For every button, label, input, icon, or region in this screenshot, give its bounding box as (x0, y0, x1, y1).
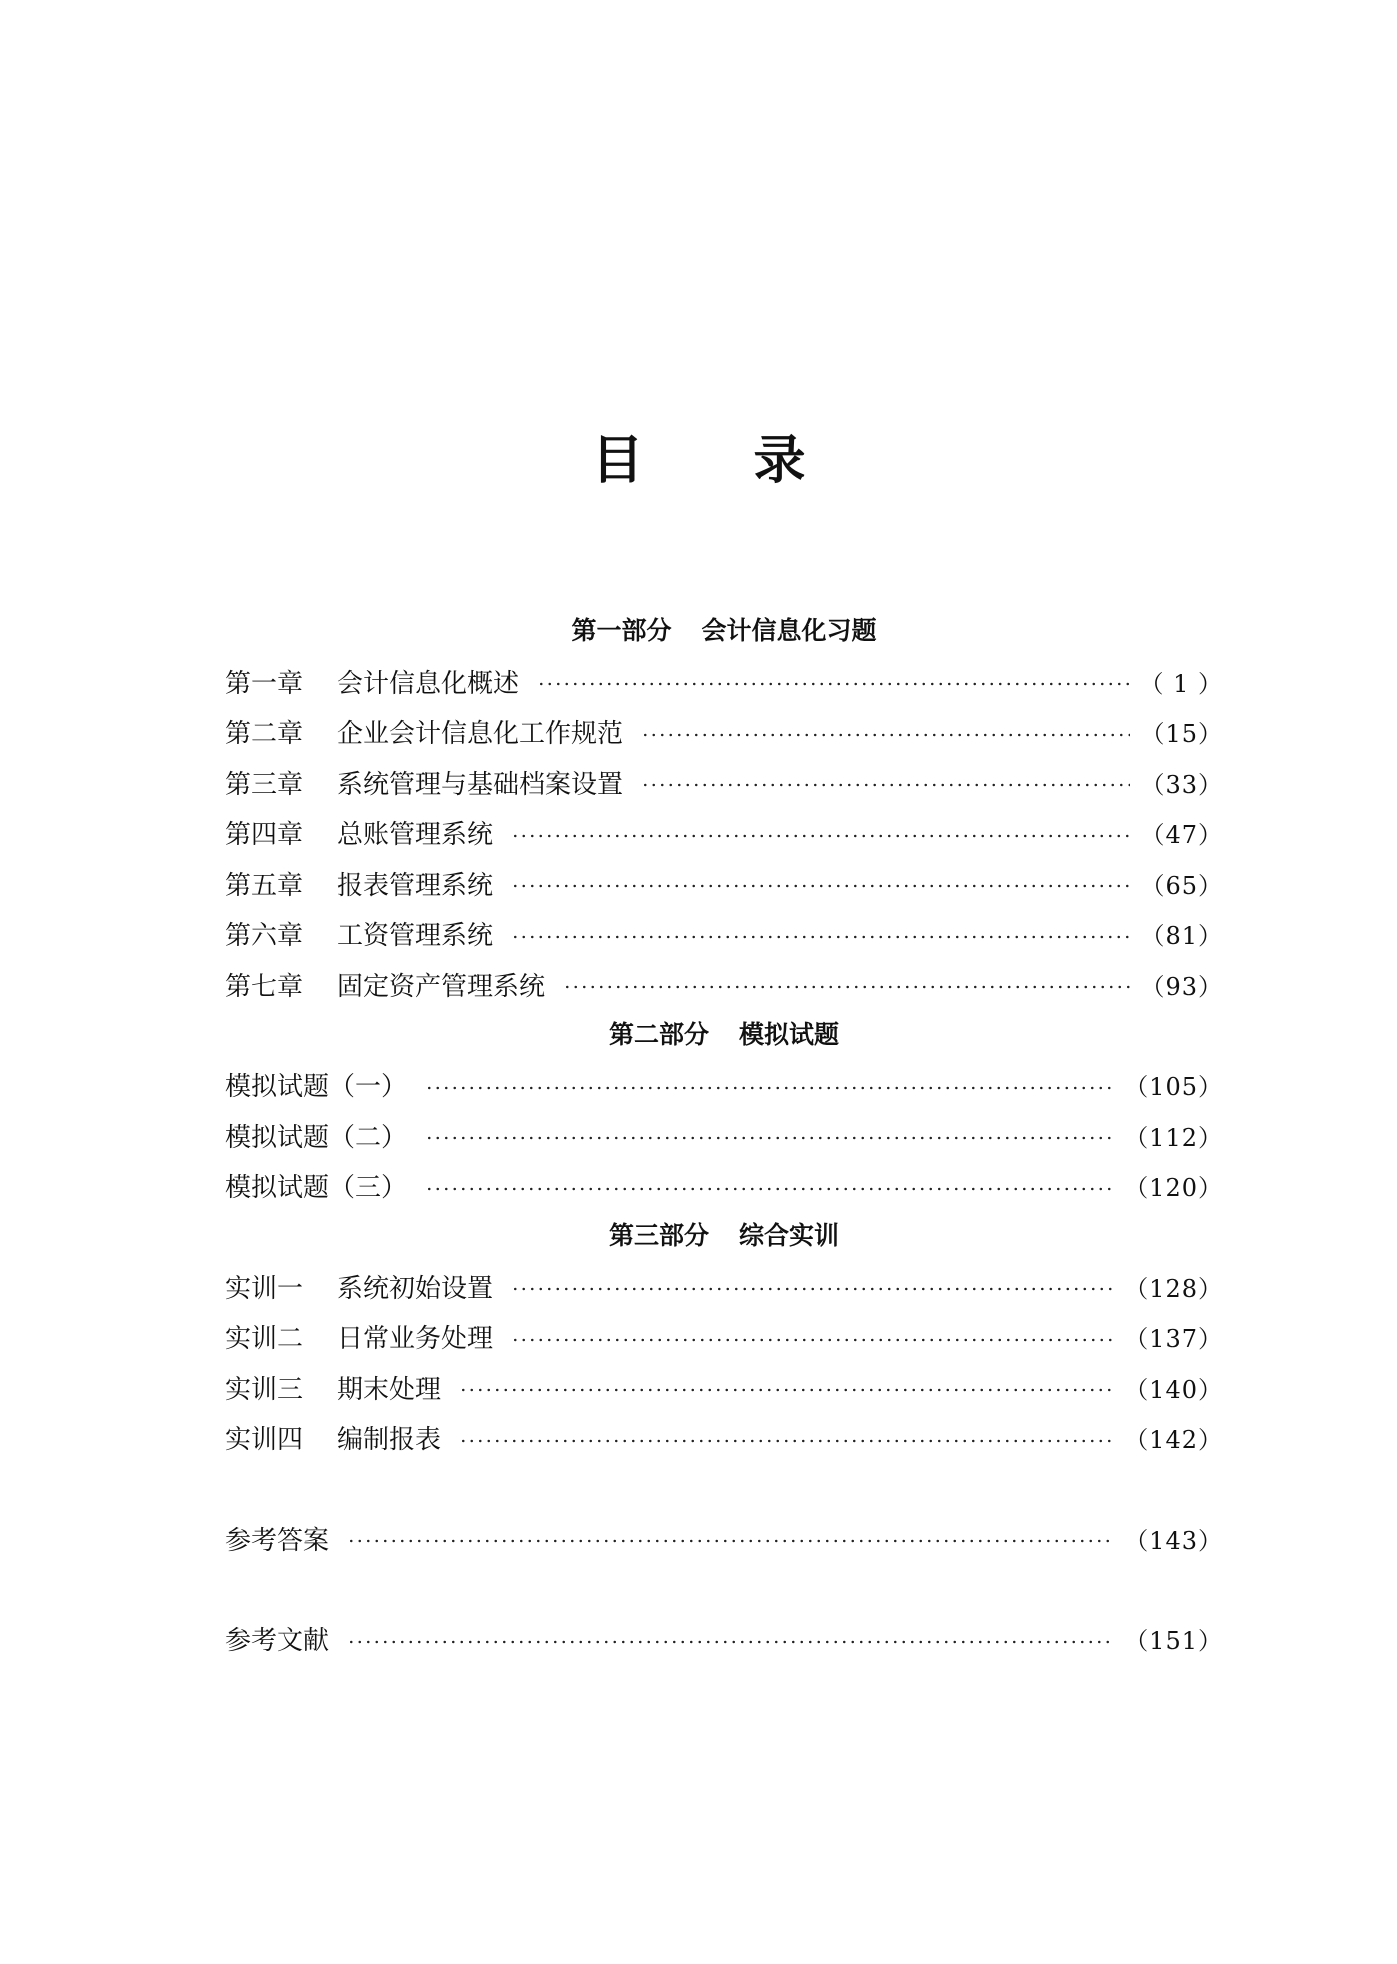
part-heading-3 (225, 1211, 1223, 1261)
dot-leader (425, 1086, 1114, 1090)
dot-leader (425, 1187, 1114, 1191)
entry-page: （33） (1140, 770, 1223, 799)
entry-title: 期末处理 (337, 1374, 442, 1405)
toc-entry[interactable] (225, 808, 1223, 859)
entry-page: （143） (1124, 1526, 1223, 1555)
entry-page: （140） (1124, 1375, 1223, 1404)
entry-number: 第三章 (225, 769, 304, 800)
entry-title: 日常业务处理 (337, 1324, 494, 1355)
entry-number: 第七章 (225, 971, 304, 1002)
part-name: 模拟试题 (739, 1019, 840, 1049)
toc-entry[interactable] (225, 1110, 1223, 1161)
toc-entry-references[interactable] (225, 1614, 1223, 1665)
table-of-contents (225, 606, 1223, 1664)
dot-leader (459, 1439, 1114, 1443)
entry-number: 第四章 (225, 820, 304, 851)
entry-title: 编制报表 (337, 1425, 442, 1456)
part-label: 第二部分 (608, 1019, 709, 1049)
entry-title: 企业会计信息化工作规范 (337, 719, 624, 750)
entry-number: 实训一 (225, 1273, 304, 1304)
toc-entry[interactable] (225, 959, 1223, 1010)
part-heading-1 (225, 606, 1223, 656)
entry-page: （65） (1140, 871, 1223, 900)
entry-title: 报表管理系统 (337, 870, 494, 901)
dot-leader (347, 1640, 1114, 1644)
toc-entry-answers[interactable] (225, 1513, 1223, 1564)
toc-entry[interactable] (225, 1060, 1223, 1111)
part-name: 综合实训 (739, 1221, 840, 1250)
entry-title: 总账管理系统 (337, 820, 494, 851)
entry-page: （ 1 ） (1139, 669, 1223, 698)
entry-title: 参考文献 (225, 1626, 330, 1657)
part-label: 第三部分 (608, 1221, 709, 1250)
dot-leader (425, 1136, 1114, 1140)
toc-entry[interactable] (225, 909, 1223, 960)
toc-entry[interactable] (225, 707, 1223, 758)
entry-page: （120） (1124, 1174, 1223, 1203)
dot-leader (641, 733, 1130, 737)
toc-entry[interactable] (225, 1261, 1223, 1312)
entry-page: （128） (1124, 1274, 1223, 1303)
entry-number: 实训三 (225, 1374, 304, 1405)
entry-page: （105） (1124, 1073, 1223, 1102)
dot-leader (347, 1539, 1114, 1543)
entry-page: （93） (1140, 972, 1223, 1001)
entry-page: （47） (1140, 821, 1223, 850)
entry-title: 模拟试题（三） (225, 1173, 408, 1204)
toc-entry[interactable] (225, 757, 1223, 808)
entry-number: 第二章 (225, 719, 304, 750)
entry-number: 第六章 (225, 921, 304, 952)
entry-number: 实训二 (225, 1324, 304, 1355)
dot-leader (511, 834, 1130, 838)
entry-page: （15） (1140, 720, 1223, 749)
toc-entry[interactable] (225, 1312, 1223, 1363)
entry-title: 参考答案 (225, 1525, 330, 1556)
part-label: 第一部分 (571, 616, 672, 645)
dot-leader (511, 1338, 1114, 1342)
part-name: 会计信息化习题 (701, 616, 877, 645)
entry-title: 系统初始设置 (337, 1273, 494, 1304)
title-char-2: 录 (753, 431, 806, 491)
entry-title: 固定资产管理系统 (337, 971, 546, 1002)
entry-title: 模拟试题（一） (225, 1072, 408, 1103)
dot-leader (459, 1388, 1114, 1392)
dot-leader (511, 884, 1130, 888)
title-char-1: 目 (591, 431, 644, 491)
toc-entry[interactable] (225, 858, 1223, 909)
entry-number: 第一章 (225, 668, 304, 699)
toc-entry[interactable] (225, 1362, 1223, 1413)
part-heading-2 (225, 1010, 1223, 1060)
entry-title: 模拟试题（二） (225, 1122, 408, 1153)
page-title (0, 418, 1397, 493)
dot-leader (641, 783, 1130, 787)
toc-entry[interactable] (225, 656, 1223, 707)
dot-leader (511, 935, 1130, 939)
entry-page: （137） (1124, 1325, 1223, 1354)
entry-page: （142） (1124, 1426, 1223, 1455)
dot-leader (511, 1287, 1114, 1291)
entry-title: 会计信息化概述 (337, 668, 520, 699)
toc-entry[interactable] (225, 1413, 1223, 1464)
entry-title: 工资管理系统 (337, 921, 494, 952)
entry-page: （151） (1124, 1627, 1223, 1656)
dot-leader (537, 682, 1129, 686)
toc-entry[interactable] (225, 1161, 1223, 1212)
entry-title: 系统管理与基础档案设置 (337, 769, 624, 800)
entry-page: （112） (1124, 1123, 1223, 1152)
entry-number: 实训四 (225, 1425, 304, 1456)
entry-number: 第五章 (225, 870, 304, 901)
entry-page: （81） (1140, 922, 1223, 951)
dot-leader (563, 985, 1130, 989)
